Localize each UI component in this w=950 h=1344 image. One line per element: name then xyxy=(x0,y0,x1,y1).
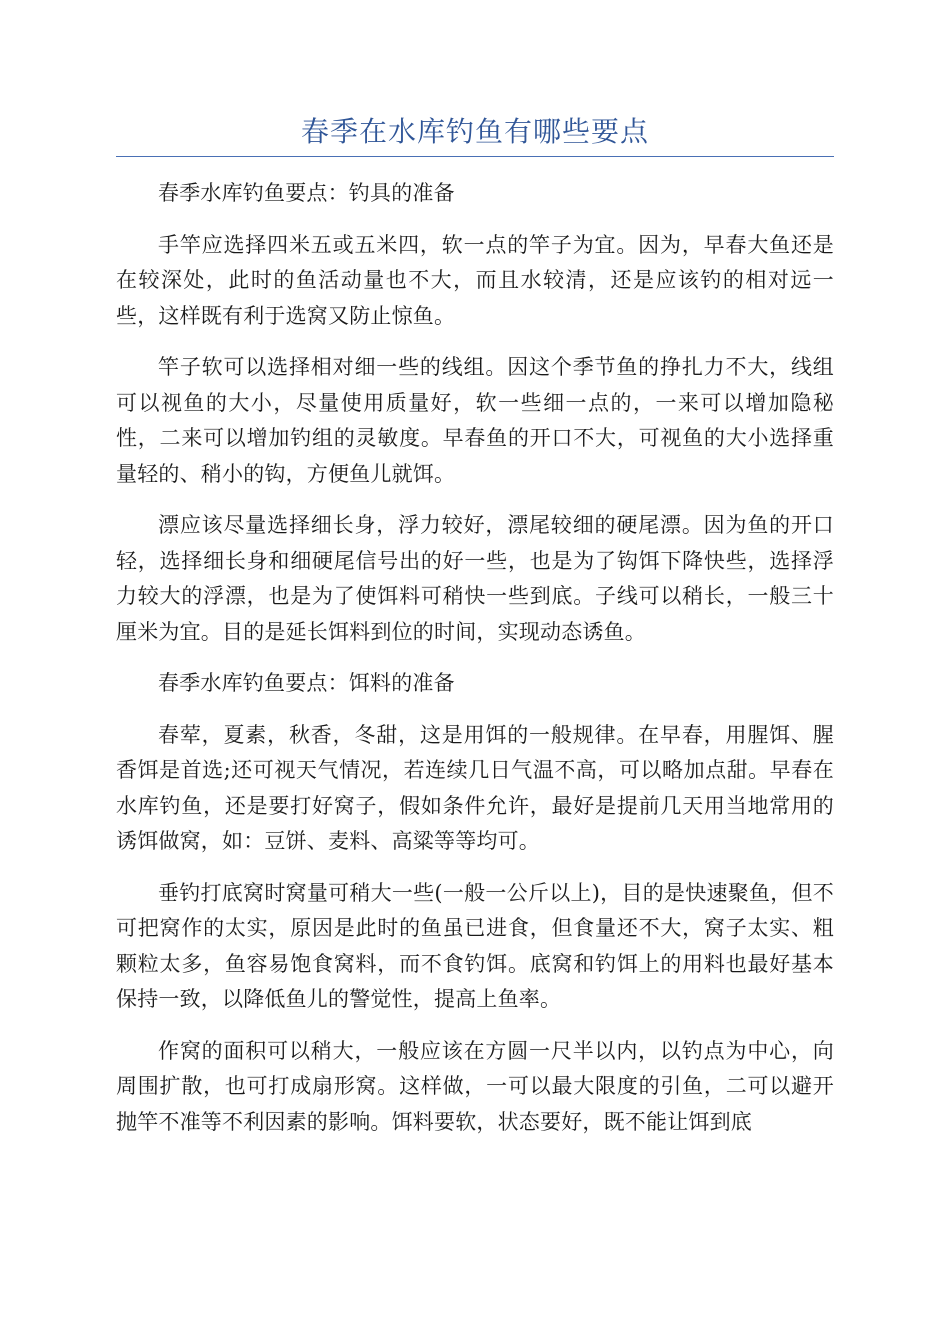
article-body xyxy=(116,176,834,1156)
section-heading-bait: 春季水库钓鱼要点：饵料的准备 xyxy=(158,671,455,695)
section-heading-tackle: 春季水库钓鱼要点：钓具的准备 xyxy=(158,181,455,205)
paragraph-nest-area: 作窝的面积可以稍大，一般应该在方圆一尺半以内，以钓点为中心，向周围扩散，也可打成扇形窝。这样做，一可以最大限度的引鱼，二可以避开抛竿不准等不利因素的影响。饵料要软，状态要好，既不能让饵到底 xyxy=(116,1038,834,1134)
paragraph-float: 漂应该尽量选择细长身，浮力较好，漂尾较细的硬尾漂。因为鱼的开口轻，选择细长身和细硬尾信号出的好一些，也是为了钩饵下降快些，选择浮力较大的浮漂，也是为了使饵料可稍快一些到底。子线可以稍长，一般三十厘米为宜。目的是延长饵料到位的时间，实现动态诱鱼。 xyxy=(116,513,834,644)
title-block xyxy=(116,112,834,157)
paragraph-bait-rule: 春荤，夏素，秋香，冬甜，这是用饵的一般规律。在早春，用腥饵、腥香饵是首选;还可视天气情况，若连续几日气温不高，可以略加点甜。早春在水库钓鱼，还是要打好窝子，假如条件允许，最好是提前几天用当地常用的诱饵做窝，如：豆饼、麦料、高粱等等均可。 xyxy=(116,722,834,853)
paragraph-line: 竿子软可以选择相对细一些的线组。因这个季节鱼的挣扎力不大，线组可以视鱼的大小，尽量使用质量好，软一些细一点的，一来可以增加隐秘性，二来可以增加钓组的灵敏度。早春鱼的开口不大，可视鱼的大小选择重量轻的、稍小的钩，方便鱼儿就饵。 xyxy=(116,355,834,486)
page-title: 春季在水库钓鱼有哪些要点 xyxy=(300,115,649,148)
paragraph-base-nest: 垂钓打底窝时窝量可稍大一些(一般一公斤以上)，目的是快速聚鱼，但不可把窝作的太实，原因是此时的鱼虽已进食，但食量还不大，窝子太实、粗颗粒太多，鱼容易饱食窝料，而不食钓饵。底窝和钓饵上的用料也最好基本保持一致，以降低鱼儿的警觉性，提高上鱼率。 xyxy=(116,880,834,1011)
paragraph-rod: 手竿应选择四米五或五米四，软一点的竿子为宜。因为，早春大鱼还是在较深处，此时的鱼活动量也不大，而且水较清，还是应该钓的相对远一些，这样既有利于选窝又防止惊鱼。 xyxy=(116,232,834,328)
